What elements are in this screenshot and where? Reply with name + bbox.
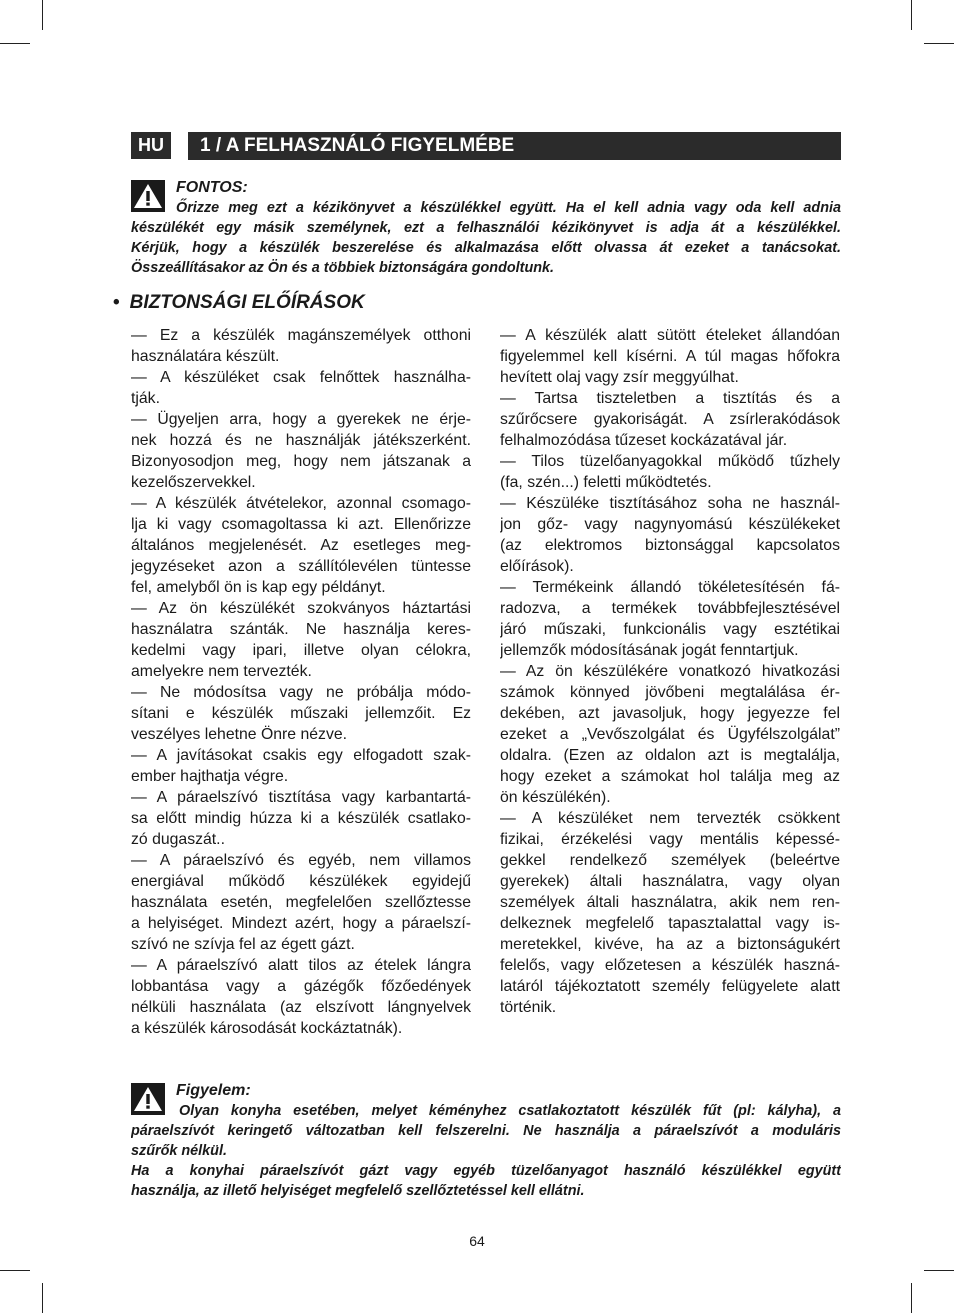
crop-mark <box>42 0 43 30</box>
notice-line: Összeállításakor az Ön és a többiek biztonságára gondoltunk. <box>131 260 555 276</box>
paragraph-line: — Az ön készülékére vonatkozó hivatkozási <box>500 663 840 680</box>
notice-line: Őrizze meg ezt a kézikönyvet a készülékkel együtt. Ha el kell adnia vagy oda kell adnia <box>176 200 841 216</box>
warning-triangle-icon <box>131 1083 165 1115</box>
paragraph-line: jellemzők módosításának jogát fenntartjuk. <box>500 642 799 659</box>
crop-mark <box>911 1283 912 1313</box>
paragraph-line: használatára készült. <box>131 348 280 365</box>
paragraph-line: lja ki vagy csomagoltassa ki azt. Ellenőrizze <box>131 516 471 533</box>
paragraph-line: járó műszaki, funkcionális vagy esztétikai <box>500 621 840 638</box>
paragraph-line: — A készüléket nem tervezték csökkent <box>500 810 840 827</box>
paragraph-line: használatra szánták. Ne használja keres- <box>131 621 471 638</box>
notice-line: Ha a konyhai páraelszívót gázt vagy egyéb tüzelőanyagot használó készülékkel együtt <box>131 1163 841 1179</box>
paragraph-line: általános megjelenését. Az esetleges meg- <box>131 537 471 554</box>
paragraph-line: meretekkel, kivéve, ha az a biztonságukért <box>500 936 840 953</box>
paragraph-line: Bizonyosodjon meg, hogy nem játszanak a <box>131 453 471 470</box>
paragraph-line: latáról tájékoztatott személy felügyelete alatt <box>500 978 840 995</box>
paragraph-line: gekkel rendelkező személyek (beleértve <box>500 852 840 869</box>
paragraph-line: — Készüléke tisztításához soha ne használ- <box>500 495 840 512</box>
crop-mark <box>0 1270 30 1271</box>
important-notice <box>131 178 841 278</box>
paragraph-line: energiával működő készülékek egyidejű <box>131 873 471 890</box>
paragraph-line: — Ne módosítsa vagy ne próbálja módo- <box>131 684 471 701</box>
paragraph-line: — A készülék átvételekor, azonnal csomago- <box>131 495 471 512</box>
paragraph-line: — Ez a készülék magánszemélyek otthoni <box>131 327 471 344</box>
paragraph-line: ön készülékén). <box>500 789 611 806</box>
section-title: 1 / A FELHASZNÁLÓ FIGYELMÉBE <box>188 132 841 160</box>
paragraph-line: — Tilos tüzelőanyagokkal működő tűzhely <box>500 453 840 470</box>
left-column <box>131 325 471 1039</box>
paragraph-line: — A páraelszívó és egyéb, nem villamos <box>131 852 471 869</box>
paragraph-line: történik. <box>500 999 557 1016</box>
crop-mark <box>924 43 954 44</box>
paragraph-line: radozva, a termékek továbbfejlesztésével <box>500 600 840 617</box>
paragraph-line: a helyiséget. Mindezt azért, hogy a páraelszí- <box>131 915 471 932</box>
paragraph-line: jegyzéseket azon a szállítólevélen tüntesse <box>131 558 471 575</box>
paragraph-line: veszélyes lehetne Önre nézve. <box>131 726 348 743</box>
paragraph-line: — Tartsa tiszteletben a tisztítás és a <box>500 390 840 407</box>
crop-mark <box>42 1283 43 1313</box>
paragraph-line: nek hozzá és ne használják játékszerként. <box>131 432 471 449</box>
paragraph-line: oldalra. (Ezen az oldalon azt is megtalálja, <box>500 747 840 764</box>
paragraph-line: ezeket a „Vevőszolgálat és Ügyfélszolgálat” <box>500 726 840 743</box>
notice-body <box>131 198 841 278</box>
paragraph-line: ember hajthatja végre. <box>131 768 289 785</box>
warning-triangle-icon <box>131 180 165 212</box>
paragraph-line: figyelemmel kell kísérni. A túl magas hőfokra <box>500 348 840 365</box>
paragraph-line: — A páraelszívó alatt tilos az ételek lángra <box>131 957 471 974</box>
notice-line: készülékét egy másik személynek, ezt a felhasználói kézikönyvet is adja át a készülékkel. <box>131 220 841 236</box>
paragraph-line: előírások). <box>500 558 574 575</box>
paragraph-line: jon gőz- vagy nagynyomású készülékeket <box>500 516 840 533</box>
bullet: • <box>113 292 120 313</box>
paragraph-line: szűrőcsere gyakoriságát. A zsírlerakódások <box>500 411 840 428</box>
paragraph-line: — A készülék alatt sütött ételeket állandóan <box>500 327 840 344</box>
paragraph-line: hevített olaj vagy zsír meggyúlhat. <box>500 369 739 386</box>
crop-mark <box>924 1270 954 1271</box>
paragraph-line: dekében, azt javasoljuk, hogy jegyezze fel <box>500 705 840 722</box>
paragraph-line: sa előtt mindig húzza ki a készülék csatlako- <box>131 810 471 827</box>
paragraph-line: — Termékeink állandó tökéletesítésén fá- <box>500 579 840 596</box>
paragraph-line: kezelőszervekkel. <box>131 474 256 491</box>
page-number: 64 <box>469 1233 485 1249</box>
paragraph-line: sítani e készülék műszaki jellemzőit. Ez <box>131 705 471 722</box>
notice-line: Olyan konyha esetében, melyet kéményhez csatlakoztatott készülék fűt (pl: kályha), a <box>179 1103 841 1119</box>
safety-heading-text: BIZTONSÁGI ELŐÍRÁSOK <box>129 292 365 313</box>
paragraph-line: lobbantása vagy a gázégők főzőedények <box>131 978 471 995</box>
crop-mark <box>911 0 912 30</box>
paragraph-line: delkeznek megfelelő tapasztalattal vagy is- <box>500 915 840 932</box>
attention-notice <box>131 1081 841 1201</box>
paragraph-line: fizikai, érzékelési vagy mentális képessé- <box>500 831 840 848</box>
paragraph-line: gyerekek) általi használatra, vagy olyan <box>500 873 840 890</box>
notice-title: Figyelem: <box>176 1082 251 1099</box>
notice-title: FONTOS: <box>176 179 248 196</box>
right-column <box>500 325 840 1018</box>
paragraph-line: nélküli használata (az elszívott lángnyelvek <box>131 999 471 1016</box>
paragraph-line: tják. <box>131 390 160 407</box>
paragraph-line: kedelmi vagy ipari, illetve olyan célokra, <box>131 642 471 659</box>
safety-heading <box>113 290 365 316</box>
notice-line: Kérjük, hogy a készülék beszerelése és alkalmazása előtt olvassa át ezeket a tanácsokat. <box>131 240 841 256</box>
paragraph-line: amelyekre nem tervezték. <box>131 663 312 680</box>
paragraph-line: — A javításokat csakis egy elfogadott szak- <box>131 747 471 764</box>
paragraph-line: hogy ezeket a számokat hol találja meg az <box>500 768 840 785</box>
paragraph-line: — A páraelszívó tisztítása vagy karbantartá- <box>131 789 471 806</box>
notice-line: páraelszívót keringető változatban kell felszerelni. Ne használja a páraelszívót a moduláris <box>131 1123 841 1139</box>
paragraph-line: felhalmozódása tűzeset kockázatával jár. <box>500 432 788 449</box>
paragraph-line: szívó ne szívja fel az égett gázt. <box>131 936 355 953</box>
notice-line: szűrők nélkül. <box>131 1143 227 1159</box>
paragraph-line: — A készüléket csak felnőttek használha- <box>131 369 471 386</box>
paragraph-line: felelős, vagy előzetesen a készülék haszná- <box>500 957 840 974</box>
paragraph-line: zó dugaszát.. <box>131 831 225 848</box>
paragraph-line: — Ügyeljen arra, hogy a gyerekek ne érje- <box>131 411 471 428</box>
notice-body <box>131 1101 841 1201</box>
paragraph-line: (az elektromos biztonsággal kapcsolatos <box>500 537 840 554</box>
paragraph-line: használata esetén, megfelelően szellőztesse <box>131 894 471 911</box>
paragraph-line: fel, amelyből ön is kap egy példányt. <box>131 579 386 596</box>
language-badge: HU <box>131 132 171 159</box>
paragraph-line: személyek általi használatra, akik nem ren- <box>500 894 840 911</box>
paragraph-line: — Az ön készülékét szokványos háztartási <box>131 600 471 617</box>
notice-line: használja, az illető helyiséget megfelelő szellőztetéssel kell ellátni. <box>131 1183 585 1199</box>
paragraph-line: számok könnyed jövőbeni megtalálása ér- <box>500 684 840 701</box>
paragraph-line: (fa, szén...) feletti működtetés. <box>500 474 712 491</box>
paragraph-line: a készülék károsodását kockáztatnák). <box>131 1020 403 1037</box>
crop-mark <box>0 43 30 44</box>
